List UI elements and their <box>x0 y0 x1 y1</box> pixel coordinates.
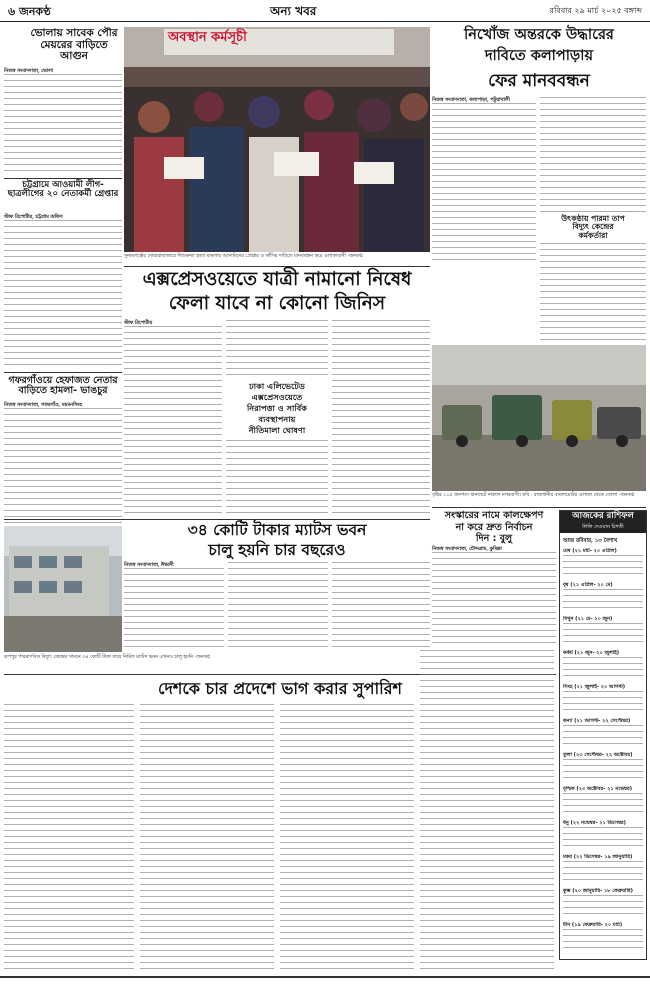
headline-kalapara-2: দাবিতে কলাপাড়ায় <box>484 48 594 64</box>
headline-heat-2: বিদ্যুৎ কেন্দ্রের <box>572 222 614 232</box>
horoscope-item <box>563 650 643 684</box>
article-body-expressway-col2 <box>226 320 328 378</box>
headline-sangsar-1: সংস্কারের নামে কালক্ষেপণ <box>444 510 544 521</box>
divider <box>4 178 122 179</box>
horoscope-sign: মকর (২২ ডিসেম্বর- ১৯ জানুয়ারি) <box>563 854 633 860</box>
horoscope-day: আজ রবিবার, ১৩ বৈশাখ <box>563 538 618 544</box>
article-body-division-col2 <box>140 704 274 972</box>
dateline-sangsar: নিজস্ব সংবাদদাতা, চৌদ্দগ্রাম, কুমিল্লা <box>432 546 502 552</box>
building-caption-credit: -জনকণ্ঠ <box>194 655 210 660</box>
horoscope-text <box>563 895 643 919</box>
horoscope-item <box>563 922 643 956</box>
headline-kalapara-1: নিখোঁজ অন্তরকে উদ্ধারের <box>464 27 614 43</box>
horoscope-item <box>563 684 643 718</box>
building-caption-text: রূপপুর পারমাণবিক বিদ্যুৎ কেন্দ্রের সামনে ৩৪ কোটি টাকা ব্যয়ে নির্মিত ম্যাটস ভবন এখনও চালু হয়নি <box>4 655 193 660</box>
building-photo-graphic <box>4 526 122 652</box>
traffic-photo <box>432 345 646 491</box>
horoscope-item <box>563 820 643 854</box>
horoscope-sign: ধনু (২২ নভেম্বর- ২১ ডিসেম্বর) <box>563 820 626 826</box>
protest-caption-text: সুনামগঞ্জের দোয়ারাবাজারে শিশুকন্যা হত্যা মামলার আসামিদের গ্রেপ্তার ও ফাঁসির দাবিতে মানববন্ধন করে এলাকাবাসী <box>124 254 346 259</box>
horoscope-sign: তুলা (২৩ সেপ্টেম্বর- ২২ অক্টোবর) <box>563 752 633 758</box>
article-body-ctg <box>4 220 122 368</box>
horoscope-text <box>563 589 643 613</box>
horoscope-text <box>563 623 643 647</box>
headline-heat-3: কর্মকর্তারা <box>578 230 608 240</box>
article-body-division-col1 <box>4 704 134 972</box>
protest-caption-credit: -জনকণ্ঠ <box>347 254 363 259</box>
divider <box>4 519 430 520</box>
protest-caption <box>124 254 430 260</box>
dateline-bhola: নিজস্ব সংবাদদাতা, ভোলা <box>4 68 54 74</box>
dateline-expressway: স্টাফ রিপোর্টার <box>124 320 153 326</box>
divider <box>432 507 646 508</box>
horoscope-text <box>563 657 643 681</box>
traffic-photo-graphic <box>432 345 646 491</box>
article-body-mathos-col3 <box>332 562 430 652</box>
headline-mathos-2: চালু হয়নি চার বছরেও <box>208 541 346 559</box>
article-body-division-col4 <box>420 650 554 972</box>
horoscope-sign: কুম্ভ (২০ জানুয়ারি- ১৮ ফেব্রুয়ারি) <box>563 888 633 894</box>
divider <box>4 372 122 373</box>
headline-division: দেশকে চার প্রদেশে ভাগ করার সুপারিশ <box>158 679 402 698</box>
dhaka-elevated-title-3: নিরাপত্তা ও সার্বিক <box>246 403 308 413</box>
headline-kalapara-3: ফের মানববন্ধন <box>488 71 590 91</box>
horoscope-text <box>563 555 643 579</box>
headline-sangsar-2: না করে দ্রুত নির্বাচন <box>455 521 533 533</box>
building-caption <box>4 655 224 661</box>
dhaka-elevated-box <box>226 381 328 436</box>
horoscope-sign: মীন (১৯ ফেব্রুয়ারি- ২০ মার্চ) <box>563 922 623 928</box>
protest-photo <box>124 27 430 252</box>
dhaka-elevated-title-4: ব্যবস্থাপনায় <box>258 414 296 424</box>
headline-mathos-1: ৩৪ কোটি টাকার ম্যাটস ভবন <box>187 521 367 539</box>
horoscope-text <box>563 827 643 851</box>
headline-sangsar-3: দিন : বুলু <box>475 533 513 544</box>
horoscope-text <box>563 691 643 715</box>
horoscope-sign: কন্যা (২১ আগস্ট- ২২ সেপ্টেম্বর) <box>563 718 631 724</box>
headline-expressway-2: ফেলা যাবে না কোনো জিনিস <box>168 293 386 314</box>
article-body-division-col3 <box>280 704 414 972</box>
traffic-caption <box>432 493 646 499</box>
headline-heat-1: উৎকণ্ঠায় পারমা তাপ <box>561 214 625 223</box>
dhaka-elevated-title-5: নীতিমালা ঘোষণা <box>248 425 306 435</box>
horoscope-sign: কর্কট (২১ জুন- ২০ জুলাই) <box>563 650 620 656</box>
headline-sangsar <box>432 510 556 545</box>
article-body-kalapara-col1 <box>432 103 536 263</box>
traffic-caption-text: বৃষ্টির ১১৫ জনপদে যানজটে নাকাল নগরবাসী। ছবি : রাজধানীর বাংলামোটর এলাকা থেকে তোলা <box>432 493 618 498</box>
headline-expressway-1: এক্সপ্রেসওয়েতে যাত্রী নামানো নিষেধ <box>142 269 412 290</box>
article-body-dhaka-elevated <box>226 440 328 516</box>
page-number-and-paper <box>8 3 51 22</box>
date: রবিবার ২৯ মার্চ ২০২৫ বঙ্গাব্দ <box>549 6 642 15</box>
horoscope-list <box>563 548 643 956</box>
horoscope-text <box>563 759 643 783</box>
horoscope-subtitle: লিলি দেওয়ান চিশতী <box>582 524 624 530</box>
horoscope-sign: মিথুন (২১ মে- ২০ জুন) <box>563 616 613 622</box>
protest-photo-graphic <box>124 27 430 252</box>
traffic-caption-credit: -জনকণ্ঠ <box>618 493 635 498</box>
article-body-expressway-col3 <box>332 320 430 516</box>
horoscope-sign: বৃশ্চিক (২৩ অক্টোবর- ২১ নভেম্বর) <box>563 786 633 792</box>
horoscope-item <box>563 786 643 820</box>
article-body-mathos-col2 <box>228 562 328 652</box>
headline-ctg: চট্টগ্রামে আওয়ামী লীগ- ছাত্রলীগের ২০ নেতাকর্মী গ্রেপ্তার <box>7 180 119 200</box>
horoscope-sign: সিংহ (২১ জুলাই- ২০ আগস্ট) <box>563 684 626 690</box>
building-photo <box>4 526 122 652</box>
horoscope-text <box>563 793 643 817</box>
horoscope-item <box>563 854 643 888</box>
headline-heat <box>540 215 646 240</box>
horoscope-sign: বৃষ (২১ এপ্রিল- ২০ মে) <box>563 582 613 588</box>
horoscope-item <box>563 752 643 786</box>
horoscope-item <box>563 616 643 650</box>
headline-gafargaon: গফরগাঁওয়ে হেফাজত নেতার বাড়িতে হামলা- ভাঙচুর <box>8 375 118 397</box>
dateline-ctg: স্টাফ রিপোর্টার, চট্টগ্রাম অফিস <box>4 214 63 220</box>
article-body-expressway-col1 <box>124 326 222 516</box>
dateline-kalapara: নিজস্ব সংবাদদাতা, কলাপাড়া, পটুয়াখালী <box>432 97 510 103</box>
article-body-bhola <box>4 74 122 176</box>
paper-name: জনকণ্ঠ <box>19 5 51 18</box>
horoscope-item <box>563 582 643 616</box>
horoscope-item <box>563 718 643 752</box>
section-title: অন্য খবর <box>270 4 317 18</box>
horoscope-item <box>563 548 643 582</box>
dateline-gafargaon: নিজস্ব সংবাদদাতা, গফরগাঁও, ময়মনসিংহ <box>4 402 83 408</box>
article-body-mathos-col1 <box>124 568 224 652</box>
dhaka-elevated-title-1: ঢাকা এলিভেটেড <box>249 381 305 391</box>
horoscope-text <box>563 725 643 749</box>
horoscope-title: আজকের রাশিফল <box>572 511 634 521</box>
article-body-gafargaon <box>4 408 122 526</box>
banner-text: অবস্থান কর্মসূচী <box>168 30 247 45</box>
article-body-sangsar <box>432 552 556 644</box>
horoscope-sign: মেষ (২১ মার্চ- ২০ এপ্রিল) <box>563 548 617 554</box>
dateline-mathos: নিজস্ব সংবাদদাতা, ঈশ্বরদী <box>124 562 174 568</box>
headline-bhola: ভোলায় সাবেক পৌর মেয়রের বাড়িতে আগুন <box>30 27 118 63</box>
horoscope-item <box>563 888 643 922</box>
page-number: ৬ <box>8 5 16 18</box>
article-body-heat <box>540 243 646 343</box>
horoscope-text <box>563 929 643 953</box>
horoscope-text <box>563 861 643 885</box>
dhaka-elevated-title-2: এক্সপ্রেসওয়েতে <box>251 392 303 402</box>
divider <box>124 266 430 267</box>
footer-rule <box>0 976 650 978</box>
article-body-kalapara-col2 <box>540 97 646 212</box>
